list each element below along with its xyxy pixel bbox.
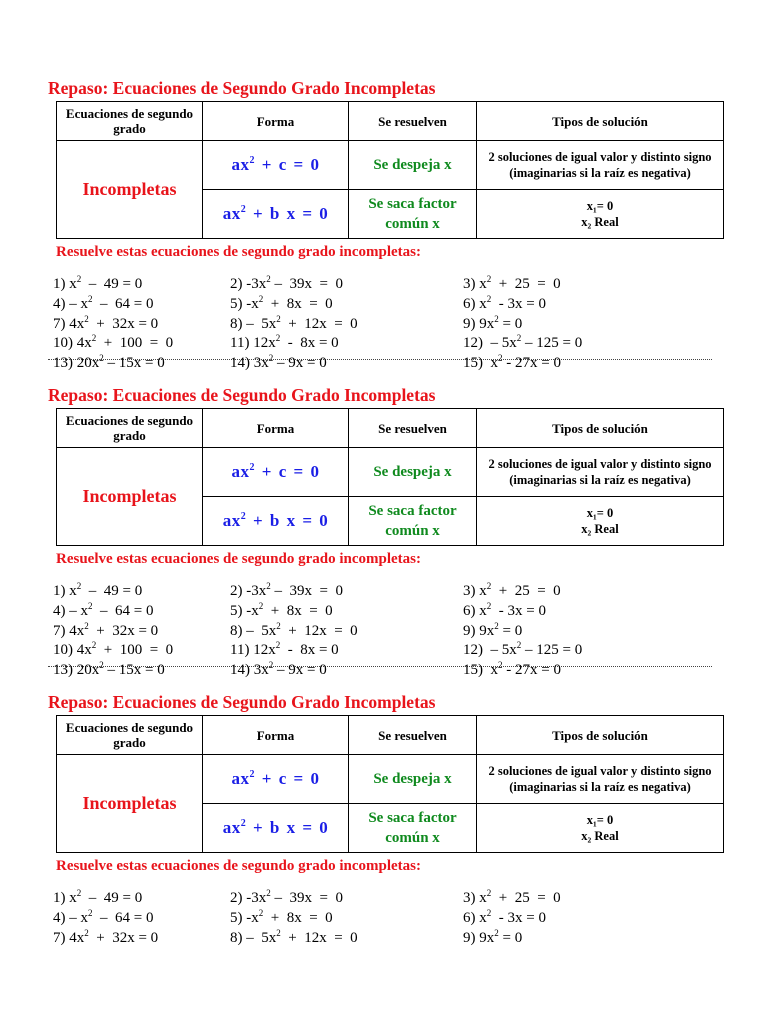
- equation-item: 1) $x^2 - 49 = 0$: [53, 888, 143, 906]
- equation-item: $8) - 5x^2 + 12x = 0$: [230, 620, 358, 639]
- resuelven-factor-comun: Se saca factor común x: [349, 804, 477, 853]
- section-title: Repaso: Ecuaciones de Segundo Grado Incompletas: [48, 692, 436, 712]
- equation-item: $4) - x^2 - 64 = 0$: [53, 293, 154, 312]
- tipo-x1-cero: x₁= 0 x₂ Real: [477, 804, 724, 853]
- equation-item: $4) - x^2 - 64 = 0$: [53, 600, 154, 619]
- forma-ax2-c: $ax^2 + c = 0$: [203, 141, 349, 190]
- equation-item: 5) $-x^2 + 8x = 0$: [230, 600, 333, 619]
- equation-item: 10) $4x^2 + 100 = 0$: [53, 640, 174, 659]
- forma-ax2-c: $ax^2 + c = 0$: [203, 755, 349, 804]
- header-tipos-solucion: Tipos de solución: [477, 716, 724, 755]
- resuelven-despeja: Se despeja x: [349, 141, 477, 190]
- equation-item: $4) - x^2 - 64 = 0$: [53, 907, 154, 926]
- equation-item: 2) $-3x^2 - 39x = 0$: [230, 888, 343, 906]
- equation-item: $8) - 5x^2 + 12x = 0$: [230, 313, 358, 332]
- equation-item: 9) $9x^2 = 0$: [463, 927, 523, 946]
- header-se-resuelven: Se resuelven: [349, 409, 477, 448]
- forma-ax2-bx: $ax^2 + b$ x = 0: [203, 497, 349, 546]
- header-se-resuelven: Se resuelven: [349, 716, 477, 755]
- equation-item: 9) $9x^2 = 0$: [463, 313, 523, 332]
- equation-item: 14) $3x^2 - 9x = 0$: [230, 353, 327, 372]
- equation-item: 6) $x^2 - 3x = 0$: [463, 907, 546, 926]
- exercise-heading: Resuelve estas ecuaciones de segundo grado incompletas:: [56, 551, 421, 567]
- tipo-dos-soluciones: 2 soluciones de igual valor y distinto signo (imaginarias si la raíz es negativa): [477, 755, 724, 804]
- equation-item: 3) $x^2 + 25 = 0$: [463, 888, 561, 906]
- equation-item: $8) - 5x^2 + 12x = 0$: [230, 927, 358, 946]
- header-forma: Forma: [203, 716, 349, 755]
- resuelven-despeja: Se despeja x: [349, 448, 477, 497]
- equation-item: 2) $-3x^2 - 39x = 0$: [230, 581, 343, 599]
- equation-item: $12) - 5x^2 - 125 = 0$: [463, 640, 583, 659]
- row-label-incompletas: Incompletas: [57, 448, 203, 546]
- equation-item: 5) $-x^2 + 8x = 0$: [230, 293, 333, 312]
- equation-item: 15) $x^2 - 27x = 0$: [463, 660, 561, 679]
- equation-item: 9) $9x^2 = 0$: [463, 620, 523, 639]
- equation-item: 7) $4x^2 + 32x = 0$: [53, 620, 159, 639]
- equation-item: 13) $20x^2 - 15x = 0$: [53, 353, 165, 372]
- equation-item: 13) $20x^2 - 15x = 0$: [53, 660, 165, 679]
- row-label-incompletas: Incompletas: [57, 755, 203, 853]
- resuelven-factor-comun: Se saca factor común x: [349, 190, 477, 239]
- forma-ax2-bx: $ax^2 + b$ x = 0: [203, 190, 349, 239]
- summary-table: [56, 715, 724, 853]
- equation-item: 14) $3x^2 - 9x = 0$: [230, 660, 327, 679]
- header-ecuaciones: Ecuaciones de segundo grado: [57, 409, 203, 448]
- worksheet-section-2: [0, 385, 768, 692]
- exercise-heading: Resuelve estas ecuaciones de segundo grado incompletas:: [56, 858, 421, 874]
- header-forma: Forma: [203, 409, 349, 448]
- header-forma: Forma: [203, 102, 349, 141]
- header-ecuaciones: Ecuaciones de segundo grado: [57, 716, 203, 755]
- equation-item: 15) $x^2 - 27x = 0$: [463, 353, 561, 372]
- tipo-dos-soluciones: 2 soluciones de igual valor y distinto signo (imaginarias si la raíz es negativa): [477, 448, 724, 497]
- equation-item: 1) $x^2 - 49 = 0$: [53, 274, 143, 292]
- equation-item: 6) $x^2 - 3x = 0$: [463, 600, 546, 619]
- equation-item: 2) $-3x^2 - 39x = 0$: [230, 274, 343, 292]
- section-title: Repaso: Ecuaciones de Segundo Grado Incompletas: [48, 78, 436, 98]
- section-title: Repaso: Ecuaciones de Segundo Grado Incompletas: [48, 385, 436, 405]
- equation-item: 10) $4x^2 + 100 = 0$: [53, 333, 174, 352]
- tipo-x1-cero: x₁= 0 x₂ Real: [477, 190, 724, 239]
- summary-table: [56, 408, 724, 546]
- header-se-resuelven: Se resuelven: [349, 102, 477, 141]
- equation-item: 5) $-x^2 + 8x = 0$: [230, 907, 333, 926]
- header-ecuaciones: Ecuaciones de segundo grado: [57, 102, 203, 141]
- worksheet-section-3: [0, 692, 768, 999]
- resuelven-factor-comun: Se saca factor común x: [349, 497, 477, 546]
- resuelven-despeja: Se despeja x: [349, 755, 477, 804]
- equation-item: 3) $x^2 + 25 = 0$: [463, 581, 561, 599]
- forma-ax2-c: $ax^2 + c = 0$: [203, 448, 349, 497]
- tipo-dos-soluciones: 2 soluciones de igual valor y distinto signo (imaginarias si la raíz es negativa): [477, 141, 724, 190]
- summary-table: [56, 101, 724, 239]
- equation-item: 6) $x^2 - 3x = 0$: [463, 293, 546, 312]
- equation-item: 7) $4x^2 + 32x = 0$: [53, 313, 159, 332]
- exercise-heading: Resuelve estas ecuaciones de segundo grado incompletas:: [56, 244, 421, 260]
- equation-item: $12) - 5x^2 - 125 = 0$: [463, 333, 583, 352]
- equation-item: 3) $x^2 + 25 = 0$: [463, 274, 561, 292]
- tipo-x1-cero: x₁= 0 x₂ Real: [477, 497, 724, 546]
- equation-item: 11) $12x^2 - 8x = 0$: [230, 333, 339, 352]
- equation-item: 1) $x^2 - 49 = 0$: [53, 581, 143, 599]
- row-label-incompletas: Incompletas: [57, 141, 203, 239]
- equation-item: 7) $4x^2 + 32x = 0$: [53, 927, 159, 946]
- equation-item: 11) $12x^2 - 8x = 0$: [230, 640, 339, 659]
- worksheet-section-1: [0, 78, 768, 385]
- header-tipos-solucion: Tipos de solución: [477, 409, 724, 448]
- forma-ax2-bx: $ax^2 + b$ x = 0: [203, 804, 349, 853]
- header-tipos-solucion: Tipos de solución: [477, 102, 724, 141]
